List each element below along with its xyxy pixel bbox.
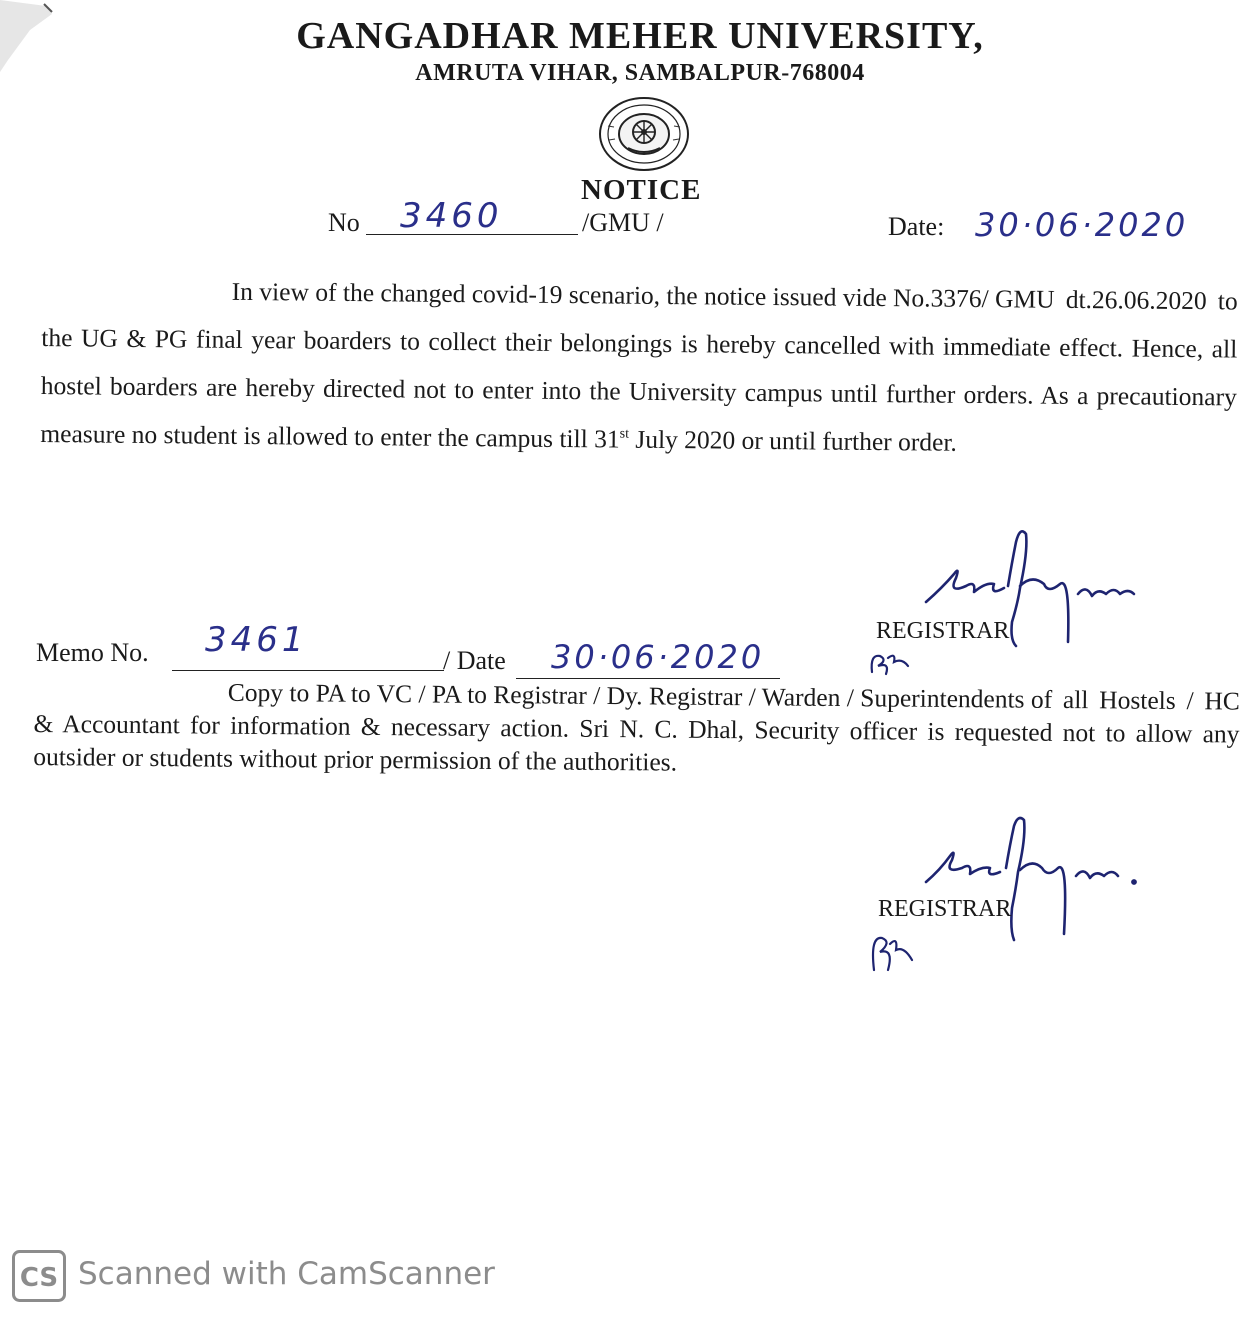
memo-body-text: all Hostels / HC & Accountant for information & necessary action. Sri N. C. Dhal, Security officer is requested not to allow any outsider or students without prior permission of the authorities. — [33, 684, 1240, 777]
memo-body-line-1: Copy to PA to VC / PA to Registrar / Dy. Registrar / Warden / Superintendents of — [227, 677, 1053, 714]
notice-body — [40, 266, 1238, 469]
university-seal-icon — [598, 96, 690, 172]
notice-title: NOTICE — [581, 174, 702, 206]
memo-number-underline — [172, 670, 444, 671]
university-name: GANGADHAR MEHER UNIVERSITY, — [296, 15, 984, 57]
registrar-title-1: REGISTRAR — [876, 618, 1010, 644]
notice-date-value: 30·06·2020 — [975, 206, 1189, 244]
registrar-initials-1 — [868, 648, 912, 676]
memo-number-value: 3461 — [205, 620, 308, 660]
camscanner-logo-icon — [12, 1250, 66, 1302]
camscanner-watermark: Scanned with CamScanner — [78, 1256, 495, 1292]
notice-number-label: No — [328, 208, 360, 237]
notice-body-ending: July 2020 or until further order. — [628, 424, 958, 457]
memo-body — [33, 674, 1240, 784]
notice-body-line-1: In view of the changed covid-19 scenario, the notice issued vide No.3376/ GMU — [231, 276, 1055, 314]
memo-date-label: / Date — [443, 646, 506, 675]
ordinal-suffix: st — [619, 426, 630, 442]
notice-body-text: dt.26.06.2020 to the UG & PG final year boarders to collect their belongings is hereby cancelled with immediate effect. Hence, all hostel boarders are hereby directed not to enter into the University campus until further orders. As a precautionary measure no student is allowed to enter the campus till 31 — [40, 284, 1238, 454]
notice-number-value: 3460 — [400, 196, 503, 236]
registrar-initials-2 — [866, 926, 916, 976]
notice-date-label: Date: — [888, 212, 945, 241]
camscanner-logo-text: CS — [19, 1263, 59, 1293]
university-address: AMRUTA VIHAR, SAMBALPUR-768004 — [415, 60, 865, 86]
registrar-signature-2 — [920, 812, 1150, 962]
notice-number-suffix: /GMU / — [582, 208, 664, 237]
memo-number-label: Memo No. — [36, 638, 149, 667]
registrar-title-2: REGISTRAR — [878, 896, 1012, 922]
memo-date-value: 30·06·2020 — [551, 638, 765, 676]
